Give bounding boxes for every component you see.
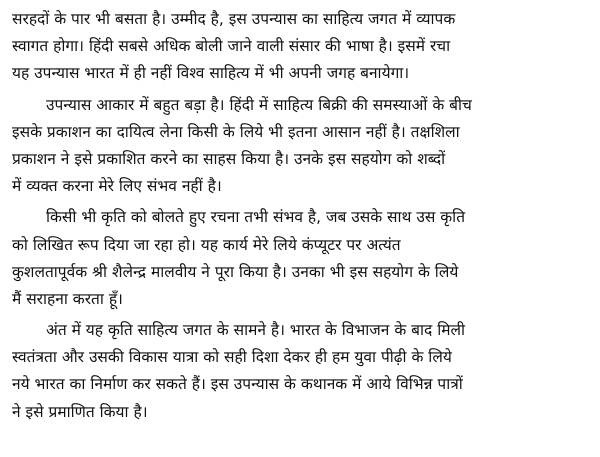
text-line: स्वतंत्रता और उसकी विकास यात्रा को सही दिशा देकर ही हम युवा पीढ़ी के लिये [12,348,452,367]
text-line: किसी भी कृति को बोलते हुए रचना तभी संभव है, जब उसके साथ उस कृति [46,208,466,227]
text-line: कुशलतापूर्वक श्री शैलेन्द्र मालवीय ने पूरा किया है। उनका भी इस सहयोग के लिये [12,262,459,281]
text-line: प्रकाशन ने इसे प्रकाशित करने का साहस किया है। उनके इस सहयोग को शब्दों [12,149,446,168]
paragraph-4 [12,317,590,426]
text-line: सरहदों के पार भी बसता है। उम्मीद है, इस उपन्यास का साहित्य जगत में व्यापक [12,10,456,28]
text-line: ने इसे प्रमाणित किया है। [12,402,148,421]
text-line: यह उपन्यास भारत में ही नहीं विश्व साहित्य में भी अपनी जगह बनायेगा। [12,64,410,83]
text-line: नये भारत का निर्माण कर सकते हैं। इस उपन्यास के कथानक में आये विभिन्न पात्रों [12,375,463,394]
text-line: उपन्यास आकार में बहुत बड़ा है। हिंदी में साहित्य बिक्री की समस्याओं के बीच [46,95,472,114]
text-line: स्वागत होगा। हिंदी सबसे अधिक बोली जाने वाली संसार की भाषा है। इसमें रचा [12,37,451,56]
text-line: को लिखित रूप दिया जा रहा हो। यह कार्य मेरे लिये कंप्यूटर पर अत्यंत [12,235,401,254]
text-line: अंत में यह कृति साहित्य जगत के सामने है। भारत के विभाजन के बाद मिली [46,321,466,340]
paragraph-1 [12,6,590,88]
paragraph-2 [12,92,590,201]
paragraph-3 [12,204,590,313]
text-line: में व्यक्त करना मेरे लिए संभव नहीं है। [12,177,222,196]
text-line: इसके प्रकाशन का दायित्व लेना किसी के लिये भी इतना आसान नहीं है। तक्षशिला [12,122,460,141]
text-line: मैं सराहना करता हूँ। [12,289,123,308]
